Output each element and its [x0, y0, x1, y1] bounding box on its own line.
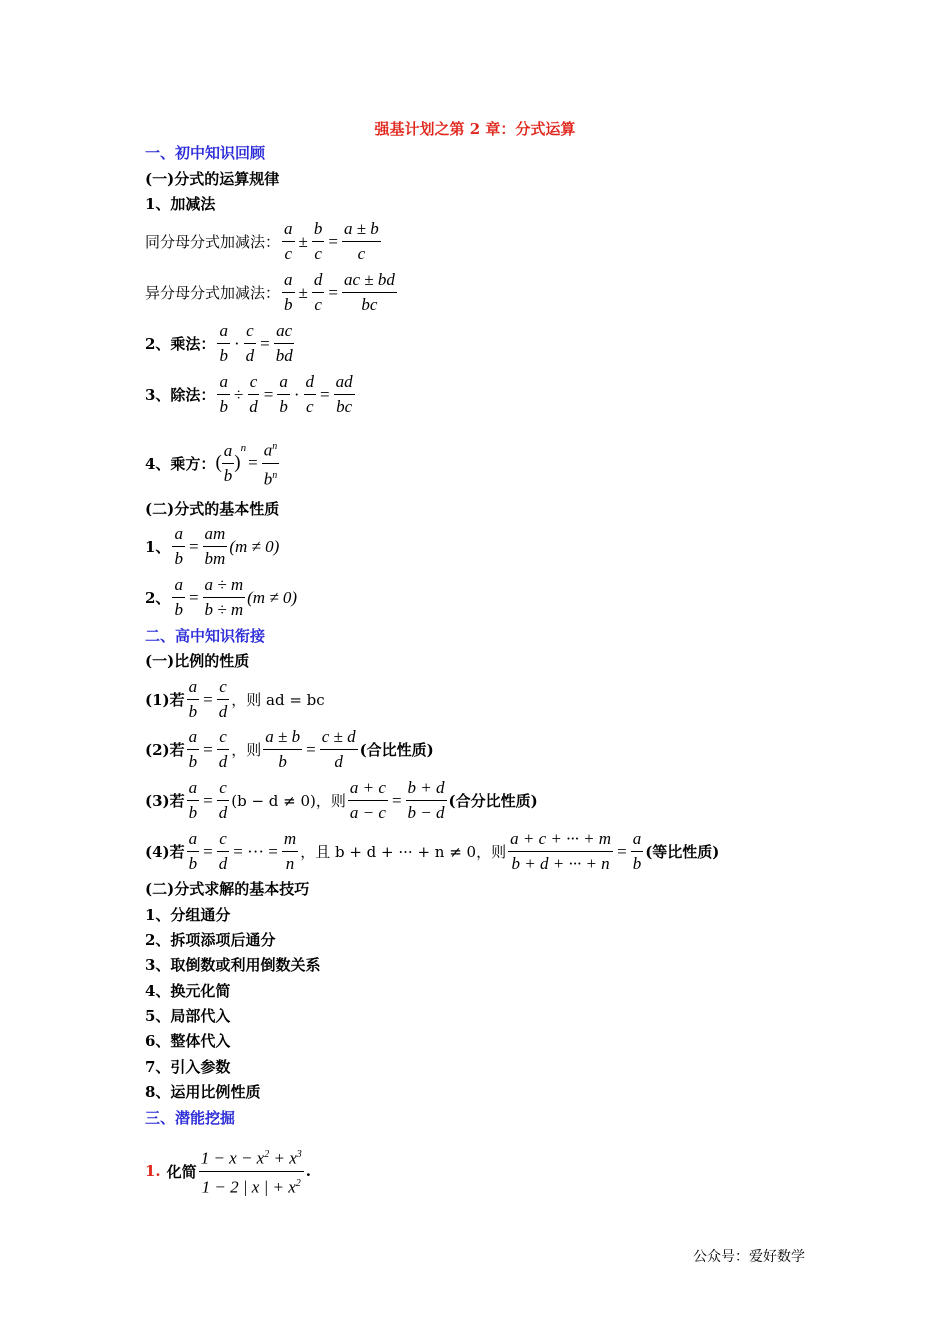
subsection-1-1: (一)分式的运算规律	[145, 170, 280, 188]
problem-text: 化简	[166, 1162, 197, 1181]
technique-item: 1、分组通分	[145, 906, 231, 924]
formula-different-denominator: 异分母分式加减法： $\frac{a}{b}$ ± $\frac{d}{c}$ = $\frac{ac \pm bd}{bc}$	[145, 270, 395, 314]
formula-multiplication: 2、乘法： $\frac{a}{b}$ · $\frac{c}{d}$ = $\frac{ac}{bd}$	[145, 321, 293, 365]
label-ratio-4: (4)若	[145, 843, 185, 861]
ratio-4-condition: ，且 b + d + ··· + n ≠ 0，则	[300, 843, 507, 861]
footer-text: 公众号：爱好数学	[693, 1249, 805, 1265]
ratio-2-note: (合比性质)	[359, 741, 434, 759]
technique-item: 4、换元化简	[145, 982, 231, 1000]
formula-ratio-3: (3)若 $\frac{a}{b}$ = $\frac{c}{d}$ (b − d ≠ 0)，则 $\frac{a + c}{a - c}$ = $\frac{b + d}{b - d}$ (合分比性质)	[145, 778, 538, 822]
technique-item: 8、运用比例性质	[145, 1083, 261, 1101]
ratio-4-note: (等比性质)	[645, 843, 720, 861]
formula-ratio-4: (4)若 $\frac{a}{b}$ = $\frac{c}{d}$ = ··· = $\frac{m}{n}$ ，且 b + d + ··· + n ≠ 0，则 $\frac{a + c + \cdot\cdot\cdot + m}{b + d + \cdot\cdot\cdot + n}$ = $\frac{a}{b}$ (等比性质)	[145, 829, 720, 873]
formula-property-2: 2、 $\frac{a}{b}$ = $\frac{a \div m}{b \div m}$ (m ≠ 0)	[145, 575, 298, 619]
label-property-2: 2、	[145, 589, 171, 607]
technique-item: 5、局部代入	[145, 1007, 231, 1025]
formula-division: 3、除法： $\frac{a}{b}$ ÷ $\frac{c}{d}$ = $\frac{a}{b}$ · $\frac{d}{c}$ = $\frac{ad}{bc}$	[145, 372, 353, 416]
ratio-2-then: ，则	[231, 741, 262, 759]
technique-item: 3、取倒数或利用倒数关系	[145, 956, 321, 974]
ratio-3-note: (合分比性质)	[448, 792, 538, 810]
label-ratio-1: (1)若	[145, 691, 185, 709]
problem-end: .	[305, 1162, 311, 1181]
subsection-2-1: (一)比例的性质	[145, 652, 250, 670]
condition-property-2: (m ≠ 0)	[247, 587, 298, 607]
label-ratio-3: (3)若	[145, 792, 185, 810]
label-power: 4、乘方：	[145, 454, 216, 473]
section-heading-2: 二、高中知识衔接	[145, 627, 266, 645]
item-add-subtract: 1、加减法	[145, 195, 216, 213]
formula-property-1: 1、 $\frac{a}{b}$ = $\frac{am}{bm}$ (m ≠ 0)	[145, 524, 280, 568]
condition-property-1: (m ≠ 0)	[229, 536, 280, 556]
section-heading-3: 三、潜能挖掘	[145, 1109, 236, 1127]
formula-same-denominator: 同分母分式加减法： $\frac{a}{c}$ ± $\frac{b}{c}$ = $\frac{a \pm b}{c}$	[145, 219, 379, 263]
label-property-1: 1、	[145, 538, 171, 556]
label-same-denominator: 同分母分式加减法：	[145, 233, 281, 251]
technique-item: 7、引入参数	[145, 1058, 231, 1076]
subsection-1-2: (二)分式的基本性质	[145, 500, 280, 518]
technique-item: 2、拆项添项后通分	[145, 931, 276, 949]
formula-power: 4、乘方： ( $\frac{a}{b}$ ) n = $\frac{a^n}{b^n}$	[145, 436, 281, 490]
section-heading-1: 一、初中知识回顾	[145, 144, 266, 162]
label-different-denominator: 异分母分式加减法：	[145, 284, 281, 302]
page-title: 强基计划之第 2 章：分式运算	[374, 120, 576, 138]
subsection-2-2: (二)分式求解的基本技巧	[145, 880, 310, 898]
label-multiplication: 2、乘法：	[145, 335, 216, 353]
formula-ratio-2: (2)若 $\frac{a}{b}$ = $\frac{c}{d}$ ，则 $\frac{a \pm b}{b}$ = $\frac{c \pm d}{d}$ (合比性质)	[145, 727, 434, 771]
ratio-3-condition: (b − d ≠ 0)，则	[231, 792, 346, 810]
label-division: 3、除法：	[145, 386, 216, 404]
ratio-1-conclusion: ，则 ad = bc	[231, 691, 325, 709]
ratio-4-ellipsis: = ··· =	[233, 841, 278, 861]
problem-number: 1.	[145, 1162, 161, 1181]
formula-ratio-1: (1)若 $\frac{a}{b}$ = $\frac{c}{d}$ ，则 ad = bc	[145, 677, 325, 721]
label-ratio-2: (2)若	[145, 741, 185, 759]
problem-1: 1. 化简 $\frac{1 - x - x^2 + x^3}{1 - 2 | x | + x^2}$ .	[145, 1144, 311, 1198]
technique-item: 6、整体代入	[145, 1032, 231, 1050]
